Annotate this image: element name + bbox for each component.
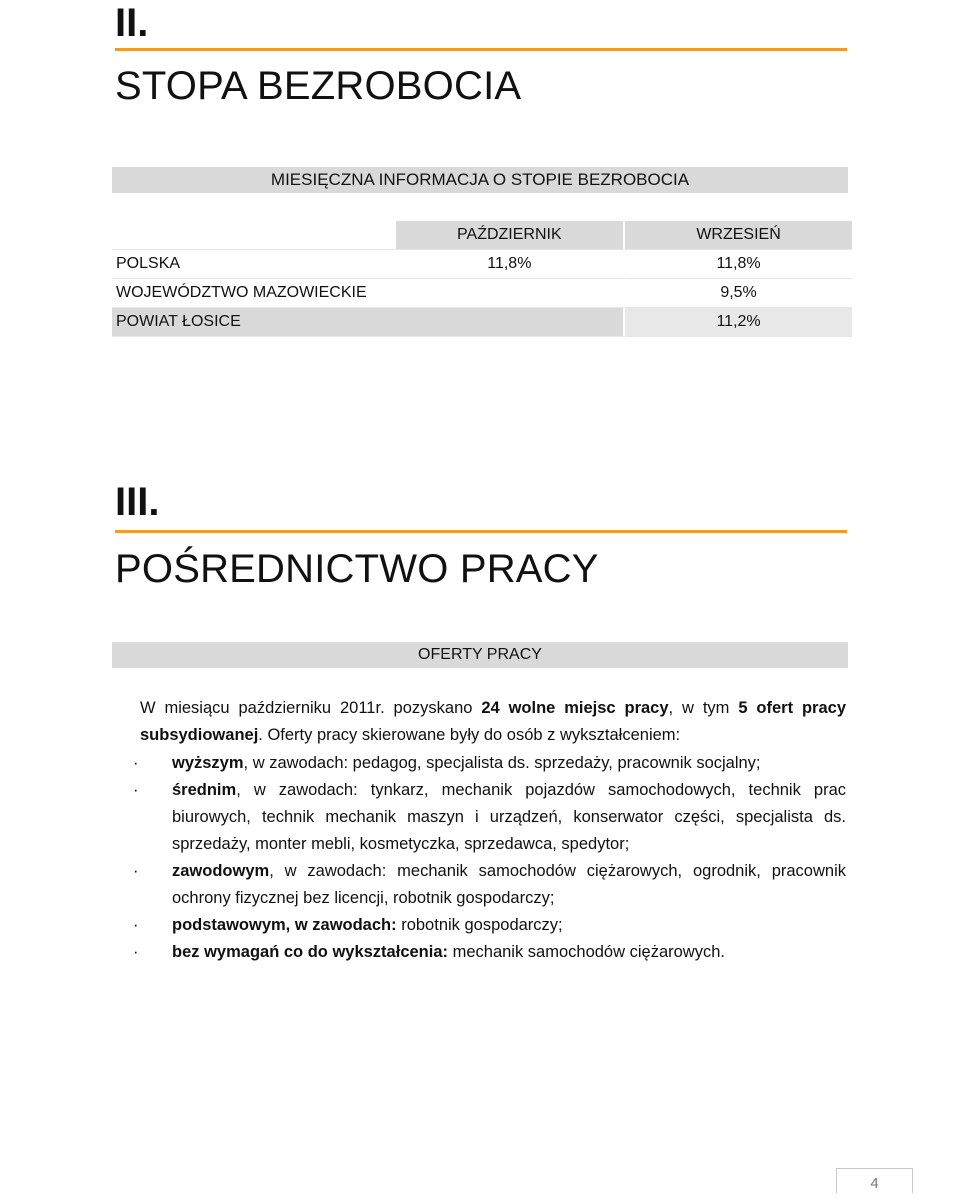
row-september: 11,8% (625, 250, 852, 279)
intro-text: . Oferty pracy skierowane były do osób z wykształceniem: (258, 726, 681, 744)
item-text: , w zawodach: mechanik samochodów ciężarowych, ogrodnik, pracownik ochrony fizycznej bez licencji, robotnik gospodarczy; (172, 862, 846, 907)
bullet-icon: · (133, 754, 139, 772)
bullet-icon: · (133, 943, 139, 961)
intro-bold-jobs: 24 wolne miejsc pracy (481, 699, 669, 717)
page-number: 4 (870, 1175, 879, 1192)
orange-rule (115, 48, 847, 51)
item-text: , w zawodach: tynkarz, mechanik pojazdów samochodowych, technik prac biurowych, technik mechanik maszyn i urządzeń, konserwator części, specjalista ds. sprzedaży, monter mebli, kosmetyczka, sprzedawca, spedytor; (172, 781, 846, 853)
item-text: mechanik samochodów ciężarowych. (448, 943, 725, 961)
row-october: 11,8% (396, 250, 625, 279)
header-cell-september: WRZESIEŃ (625, 221, 852, 250)
item-bold: średnim (172, 781, 237, 799)
section-title-3: POŚREDNICTWO PRACY (115, 547, 599, 591)
table-caption: MIESIĘCZNA INFORMACJA O STOPIE BEZROBOCIA (270, 170, 690, 189)
table-row (112, 279, 852, 308)
unemployment-table (112, 221, 852, 337)
list-item (133, 750, 846, 777)
bullet-icon: · (133, 862, 139, 880)
list-item (133, 939, 846, 966)
intro-text: , w tym (668, 699, 739, 717)
table-row (112, 250, 852, 279)
item-text: , w zawodach: pedagog, specjalista ds. sprzedaży, pracownik socjalny; (243, 754, 761, 772)
row-label: POWIAT ŁOSICE (112, 308, 396, 337)
table-caption-bar (112, 167, 848, 193)
row-september: 11,2% (625, 308, 852, 337)
row-label: POLSKA (112, 250, 396, 279)
item-bold: bez wymagań co do wykształcenia: (172, 943, 449, 961)
row-october (396, 308, 625, 337)
page-number-box (836, 1168, 913, 1193)
offers-caption: OFERTY PRACY (418, 646, 542, 663)
intro-text: W miesiącu październiku 2011r. pozyskano (140, 699, 482, 717)
list-item (133, 858, 846, 912)
intro-paragraph (140, 695, 846, 749)
bullet-icon: · (133, 781, 139, 799)
header-cell-empty (112, 221, 396, 250)
orange-rule (115, 530, 847, 533)
bullet-icon: · (133, 916, 139, 934)
list-item (133, 912, 846, 939)
education-list (133, 750, 846, 966)
row-september: 9,5% (625, 279, 852, 308)
section-numeral-3: III. (115, 480, 160, 524)
section-numeral-2: II. (115, 1, 149, 45)
item-bold: wyższym (172, 754, 244, 772)
item-text: robotnik gospodarczy; (396, 916, 563, 934)
item-bold: podstawowym, w zawodach: (172, 916, 397, 934)
item-bold: zawodowym (172, 862, 270, 880)
intro-bold-subsidised: 5 ofert pracy subsydiowanej (140, 699, 846, 744)
header-cell-october: PAŹDZIERNIK (396, 221, 625, 250)
offers-caption-bar (112, 642, 848, 668)
section-title-2: STOPA BEZROBOCIA (115, 64, 522, 108)
table-header-row (112, 221, 852, 250)
list-item (133, 777, 846, 858)
row-label: WOJEWÓDZTWO MAZOWIECKIE (112, 279, 396, 308)
row-october (396, 279, 625, 308)
table-row (112, 308, 852, 337)
